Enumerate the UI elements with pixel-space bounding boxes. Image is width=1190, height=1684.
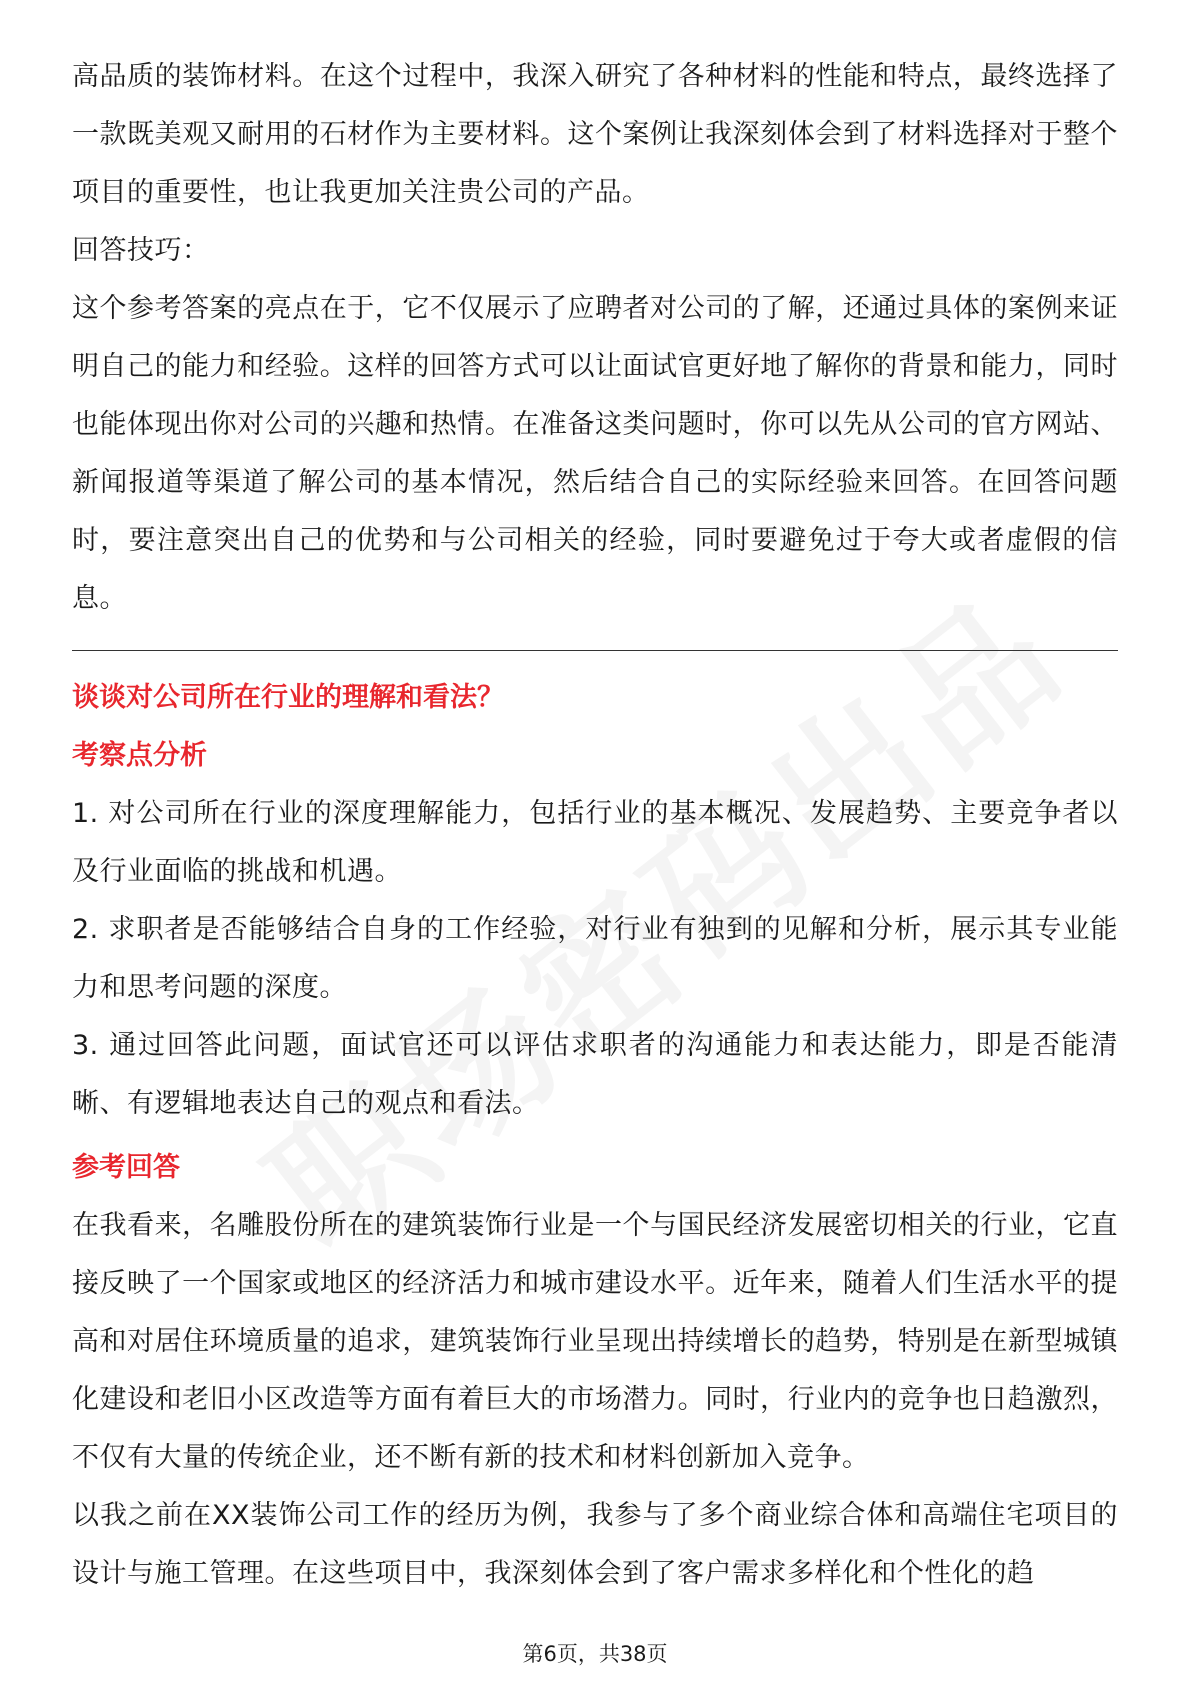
analysis-heading: 考察点分析 [72, 740, 207, 771]
tips-paragraph: 这个参考答案的亮点在于，它不仅展示了应聘者对公司的了解，还通过具体的案例来证明自己的能力和经验。这样的回答方式可以让面试官更好地了解你的背景和能力，同时也能体现出你对公司的兴趣和热情。在准备这类问题时，你可以先从公司的官方网站、新闻报道等渠道了解公司的基本情况，然后结合自己的实际经验来回答。在回答问题时，要注意突出自己的优势和与公司相关的经验，同时要避免过于夸大或者虚假的信息。 [72, 293, 1118, 614]
answer-paragraph: 以我之前在XX装饰公司工作的经历为例，我参与了多个商业综合体和高端住宅项目的设计与施工管理。在这些项目中，我深刻体会到了客户需求多样化和个性化的趋 [72, 1500, 1118, 1589]
page-number-footer: 第6页，共38页 [522, 1642, 668, 1666]
analysis-point: 2. 求职者是否能够结合自身的工作经验，对行业有独到的见解和分析，展示其专业能力和思考问题的深度。 [72, 914, 1118, 1003]
tips-label: 回答技巧： [72, 235, 210, 266]
intro-paragraph: 高品质的装饰材料。在这个过程中，我深入研究了各种材料的性能和特点，最终选择了一款既美观又耐用的石材作为主要材料。这个案例让我深刻体会到了材料选择对于整个项目的重要性，也让我更加关注贵公司的产品。 [72, 61, 1118, 208]
analysis-point: 3. 通过回答此问题，面试官还可以评估求职者的沟通能力和表达能力，即是否能清晰、有逻辑地表达自己的观点和看法。 [72, 1030, 1118, 1119]
answer-heading: 参考回答 [72, 1152, 180, 1183]
question-title: 谈谈对公司所在行业的理解和看法？ [72, 682, 504, 713]
answer-paragraph: 在我看来，名雕股份所在的建筑装饰行业是一个与国民经济发展密切相关的行业，它直接反映了一个国家或地区的经济活力和城市建设水平。近年来，随着人们生活水平的提高和对居住环境质量的追求，建筑装饰行业呈现出持续增长的趋势，特别是在新型城镇化建设和老旧小区改造等方面有着巨大的市场潜力。同时，行业内的竞争也日趋激烈，不仅有大量的传统企业，还不断有新的技术和材料创新加入竞争。 [72, 1210, 1118, 1473]
analysis-point: 1. 对公司所在行业的深度理解能力，包括行业的基本概况、发展趋势、主要竞争者以及行业面临的挑战和机遇。 [72, 798, 1118, 887]
page-content [72, 48, 1118, 1603]
section-divider [72, 650, 1118, 651]
